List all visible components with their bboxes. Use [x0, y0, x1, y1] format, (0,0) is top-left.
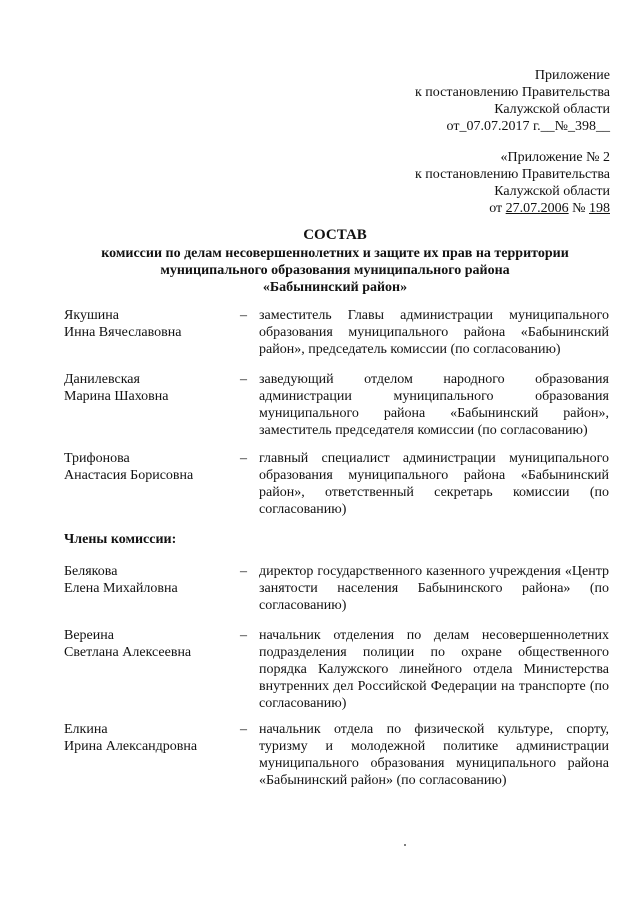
appendix-title: «Приложение № 2	[500, 150, 610, 165]
dash-separator: –	[240, 564, 247, 579]
dash-separator: –	[240, 451, 247, 466]
appendix-number: 198	[589, 201, 610, 216]
member-role: заведующий отделом народного образования администрации муниципального образования муниципального района «Бабынинский район», заместитель председателя комиссии (по согласованию)	[259, 372, 609, 438]
member-given-name: Ирина Александровна	[64, 739, 198, 754]
appendix-region-line: Калужской области	[494, 184, 610, 199]
member-role: начальник отдела по физической культуре, спорту, туризму и молодежной политике администрации муниципального образования муниципального района «Бабынинский район» (по согласованию)	[259, 722, 609, 788]
appendix-date-number: от_07.07.2017 г.__№_398__	[446, 119, 610, 134]
dash-separator: –	[240, 372, 247, 387]
title-line: «Бабынинский район»	[262, 280, 408, 295]
dash-separator: –	[240, 308, 247, 323]
member-role: начальник отделения по делам несовершеннолетних подразделения полиции по охране общественного порядка Калужского линейного отдела Министерства внутренних дел Российской Федерации на транспорте (по согласованию)	[259, 628, 609, 711]
appendix-date: 27.07.2006	[505, 201, 569, 216]
member-surname: Вереина	[64, 628, 114, 643]
dash-separator: –	[240, 628, 247, 643]
member-name	[64, 563, 234, 597]
appendix-header-original	[415, 149, 610, 217]
member-role: директор государственного казенного учреждения «Центр занятости населения Бабынинского района» (по согласованию)	[259, 564, 609, 613]
dash-separator: –	[240, 722, 247, 737]
member-role: главный специалист администрации муниципального образования муниципального района «Бабынинский район», ответственный секретарь комиссии (по согласованию)	[259, 451, 609, 517]
member-name	[64, 307, 234, 341]
date-prefix: от	[489, 201, 506, 216]
appendix-date-number	[415, 200, 610, 217]
scan-speck	[404, 844, 406, 846]
number-prefix: №	[568, 201, 589, 216]
member-given-name: Анастасия Борисовна	[64, 468, 194, 483]
member-name	[64, 627, 234, 661]
appendix-header-current	[415, 67, 610, 135]
member-surname: Белякова	[64, 564, 118, 579]
member-given-name: Елена Михайловна	[64, 581, 178, 596]
member-given-name: Марина Шаховна	[64, 389, 169, 404]
document-title	[60, 227, 610, 296]
title-main: СОСТАВ	[303, 227, 367, 243]
appendix-resolution-line: к постановлению Правительства	[414, 167, 610, 182]
title-line: муниципального образования муниципального района	[160, 263, 510, 278]
members-heading: Члены комиссии:	[64, 532, 177, 547]
appendix-title: Приложение	[534, 68, 610, 83]
member-name	[64, 450, 234, 484]
member-name	[64, 721, 234, 755]
appendix-resolution-line: к постановлению Правительства	[414, 85, 610, 100]
title-line: комиссии по делам несовершеннолетних и защите их прав на территории	[101, 246, 569, 261]
member-surname: Данилевская	[64, 372, 140, 387]
appendix-region-line: Калужской области	[494, 102, 610, 117]
member-surname: Якушина	[64, 308, 119, 323]
member-name	[64, 371, 234, 405]
member-role: заместитель Главы администрации муниципального образования муниципального района «Бабынинский район», председатель комиссии (по согласованию)	[259, 308, 609, 357]
member-given-name: Инна Вячеславовна	[64, 325, 182, 340]
member-surname: Трифонова	[64, 451, 130, 466]
member-given-name: Светлана Алексеевна	[64, 645, 192, 660]
member-surname: Елкина	[64, 722, 108, 737]
